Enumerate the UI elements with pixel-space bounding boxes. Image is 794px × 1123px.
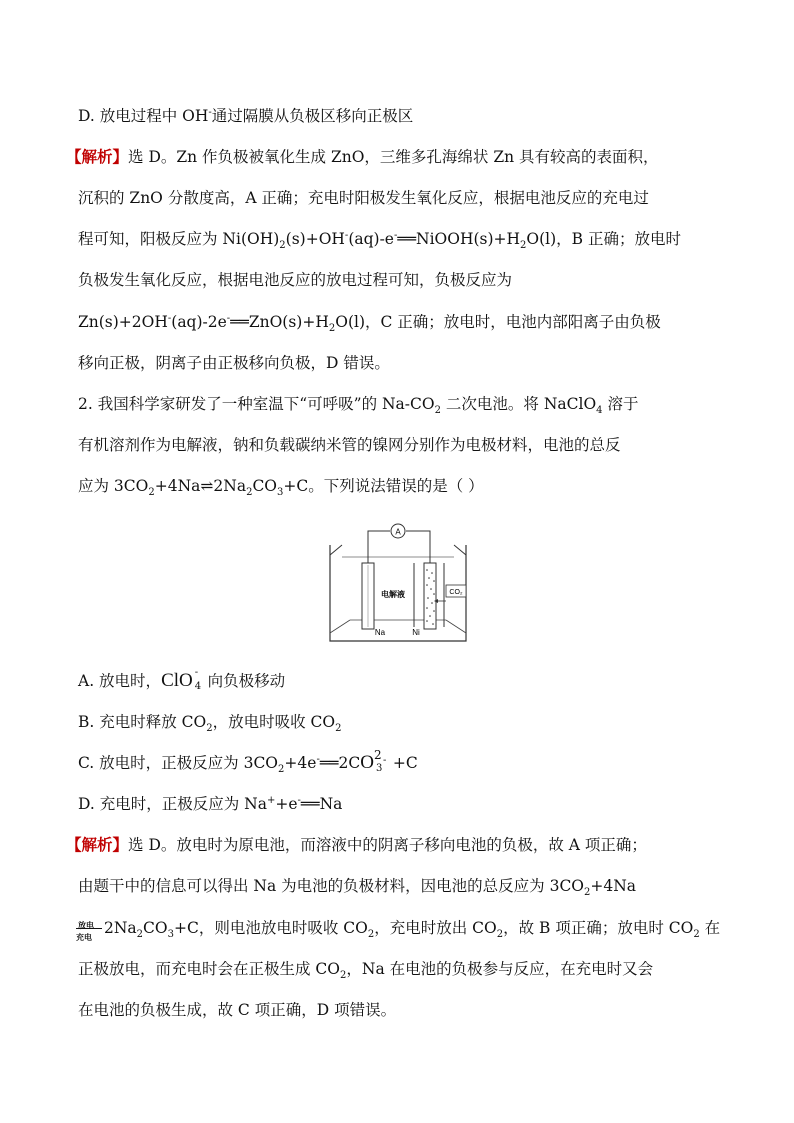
- q2a-l4-a: 正极放电，而充电时会在正极生成 CO: [78, 960, 340, 978]
- q2a-l3-sub2: 3: [167, 929, 174, 941]
- q2a-l2-sub1: 2: [584, 887, 591, 899]
- q2a-l5: 在电池的负极生成，故 C 项正确，D 项错误。: [78, 1001, 397, 1019]
- q1-analysis-line5: [78, 312, 661, 335]
- q2-l1-b: 二次电池。将 NaClO: [440, 395, 597, 413]
- option-d-sup1: +: [266, 794, 276, 806]
- q2-analysis-line3: [76, 918, 721, 942]
- q2a-l3-e: ，故 B 项正确；放电时 CO: [503, 919, 694, 937]
- analysis-tag: 【解析】: [66, 147, 129, 166]
- q1-option-d-rest: 通过隔膜从负极区移向正极区: [211, 107, 414, 125]
- q2a-l4-b: ，Na 在电池的负极参与反应，在充电时又会: [346, 960, 654, 978]
- q1-analysis-text1: 选 D。Zn 作负极被氧化生成 ZnO，三维多孔海绵状 Zn 具有较高的表面积，: [128, 148, 659, 166]
- na-label: Na: [374, 628, 386, 637]
- q1-analysis-line3: [78, 229, 681, 252]
- wire-left: [368, 531, 390, 563]
- option-d-b: +e: [275, 795, 298, 813]
- option-a-prefix: A. 放电时，: [78, 672, 162, 690]
- q2-l3-e: +C。下列说法错误的是（ ）: [283, 477, 484, 495]
- ammeter-label: A: [395, 527, 401, 537]
- q1-analysis-text6: 移向正极，阴离子由正极移向负极，D 错误。: [78, 354, 390, 372]
- option-c-scripts: 2 3 -: [373, 748, 387, 774]
- option-d-sup2: -: [297, 794, 301, 806]
- q2-l1-sub1: 2: [434, 405, 441, 417]
- q2-analysis-line2: [78, 876, 637, 899]
- option-a: [78, 667, 286, 692]
- q1-l5-a: Zn(s)+2OH: [78, 313, 168, 331]
- option-a-ion: ClO: [161, 670, 193, 691]
- option-b-sub2: 2: [335, 723, 342, 735]
- q2-stem-line2: [78, 435, 621, 455]
- q2-l1-sub2: 4: [596, 405, 603, 417]
- q2a-l4-sub1: 2: [340, 970, 347, 982]
- q2-l1-c: 溶于: [602, 395, 639, 413]
- option-d-c: ══Na: [300, 795, 343, 813]
- wire-right: [406, 531, 430, 563]
- q1-analysis-line6: [78, 353, 390, 373]
- q2-l3-c: 2Na: [213, 477, 247, 495]
- option-c-b: +4e: [284, 754, 317, 772]
- arrow-top-label: 放电: [78, 920, 94, 930]
- q2-l3-d: CO: [252, 477, 278, 495]
- q1-l3-sup1: -: [344, 229, 349, 241]
- q2a-l3-sub5: 2: [693, 929, 700, 941]
- gas-label: CO₂: [449, 589, 463, 596]
- option-b-b: ，放电时吸收 CO: [212, 713, 336, 731]
- q2-stem-line3: [78, 476, 484, 499]
- q1-l3-b: (s)+OH: [285, 230, 345, 248]
- q1-analysis-text2: 沉积的 ZnO 分散度高，A 正确；充电时阳极发生氧化反应，根据电池反应的充电过: [78, 189, 649, 207]
- q1-analysis-text4: 负极发生氧化反应，根据电池反应的放电过程可知，负极反应为: [78, 271, 513, 289]
- q1-l3-a: 程可知，阳极反应为 Ni(OH): [78, 230, 280, 248]
- q2-l3-sub2: 2: [246, 487, 253, 499]
- q2a-l3-sub3: 2: [367, 929, 375, 941]
- option-c: [78, 748, 418, 776]
- q1-l3-e: O(l)，B 正确；放电时: [526, 230, 681, 248]
- analysis-tag-2: 【解析】: [66, 835, 129, 854]
- q1-l3-d: ══NiOOH(s)+H: [397, 230, 521, 248]
- electrolyte-label: 电解液: [381, 590, 405, 599]
- q2-l3-b: +4Na: [154, 477, 201, 495]
- option-b: [78, 712, 342, 735]
- q2a-l3-sub1: 2: [136, 929, 144, 941]
- q2-analysis-line4: [78, 959, 654, 982]
- q2a-l3-f: 在: [699, 919, 721, 937]
- q1-option-d: [78, 106, 413, 126]
- arrow-bottom-label: 充电: [76, 932, 92, 942]
- q1-l5-b: (aq)-2e: [171, 313, 227, 331]
- option-c-big: O: [360, 752, 374, 773]
- q2-l2: 有机溶剂作为电解液，钠和负载碳纳米管的镍网分别作为电极材料，电池的总反: [78, 436, 621, 454]
- q2-analysis-line1: [66, 835, 647, 855]
- q2a-l2-b: +4Na: [590, 877, 637, 895]
- q1-analysis-line2: [78, 188, 649, 208]
- q1-l5-c: ══ZnO(s)+H: [230, 313, 329, 331]
- q2a-l2-a: 由题干中的信息可以得出 Na 为电池的负极材料，因电池的总反应为 3CO: [78, 877, 585, 895]
- q2-analysis-line5: [78, 1000, 396, 1020]
- ni-label: Ni: [412, 628, 420, 637]
- option-a-rest: 向负极移动: [202, 672, 286, 690]
- option-c-sup1: -: [316, 753, 320, 765]
- q2a-l3-sub4: 2: [496, 929, 504, 941]
- q2-analysis-text1: 选 D。放电时为原电池，而溶液中的阴离子移向电池的负极，故 A 项正确；: [128, 836, 647, 854]
- q1-l3-sup2: -: [393, 229, 398, 241]
- q2-l1-a: 2. 我国科学家研发了一种室温下“可呼吸”的 Na-CO: [78, 395, 435, 413]
- option-c-c: ══2C: [319, 754, 361, 772]
- q2a-l3-c: +C，则电池放电时吸收 CO: [174, 919, 368, 937]
- option-c-a: C. 放电时，正极反应为 3CO: [78, 754, 279, 772]
- q1-l3-sub2: 2: [520, 240, 527, 252]
- q2-l3-sub1: 2: [148, 487, 155, 499]
- q1-option-d-prefix: D. 放电过程中 OH: [78, 107, 209, 125]
- q1-analysis-line1: [66, 147, 659, 167]
- q1-option-d-sup: -: [208, 106, 212, 118]
- q1-l5-sup2: -: [226, 312, 231, 324]
- option-b-sub1: 2: [206, 723, 213, 735]
- discharge-charge-arrow-icon: [76, 919, 104, 942]
- q1-l5-d: O(l)，C 正确；放电时，电池内部阳离子由负极: [335, 313, 661, 331]
- q2-l3-sub3: 3: [277, 487, 284, 499]
- option-b-a: B. 充电时释放 CO: [78, 713, 207, 731]
- q2-l3-a: 应为 3CO: [78, 477, 149, 495]
- battery-diagram: [328, 515, 468, 645]
- q1-l5-sub1: 2: [328, 323, 336, 335]
- option-d: [78, 794, 342, 814]
- option-c-sub1: 2: [278, 764, 285, 776]
- ni-electrode: [424, 563, 436, 629]
- q1-l5-sup1: -: [167, 312, 172, 324]
- option-a-ion-scripts: - 4: [194, 667, 202, 692]
- reversible-arrow-icon: ⇌: [200, 477, 214, 495]
- option-d-a: D. 充电时，正极反应为 Na: [78, 795, 267, 813]
- q2a-l3-b: CO: [143, 919, 168, 937]
- q2-stem-line1: [78, 394, 639, 417]
- q1-l3-sub1: 2: [279, 240, 286, 252]
- q1-analysis-line4: [78, 270, 512, 290]
- q1-l3-c: (aq)-e: [348, 230, 394, 248]
- q2a-l3-d: ，充电时放出 CO: [374, 919, 497, 937]
- q2a-l3-a: 2Na: [104, 919, 137, 937]
- option-c-d: +C: [387, 754, 418, 772]
